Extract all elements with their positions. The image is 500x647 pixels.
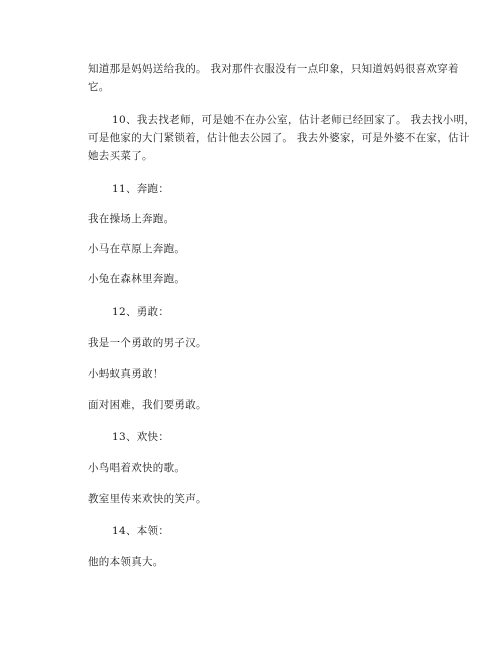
- paragraph-9-line-2: 它。: [88, 81, 110, 93]
- item-11-sentence-1: 我在操场上奔跑。: [88, 213, 175, 225]
- paragraph-10-line-1: 10、我去找老师，可是她不在办公室，估计老师已经回家了。 我去找小明，: [112, 114, 476, 126]
- paragraph-10-line-2: 可是他家的大门紧锁着，估计他去公园了。 我去外婆家，可是外婆不在家，估计: [88, 132, 470, 144]
- item-11-sentence-3: 小兔在森林里奔跑。: [88, 273, 186, 285]
- paragraph-9-line-1: 知道那是妈妈送给我的。 我对那件衣服没有一点印象，只知道妈妈很喜欢穿着: [88, 63, 459, 75]
- item-12-sentence-3: 面对困难，我们要勇敢。: [88, 399, 207, 411]
- item-14-sentence-1: 他的本领真大。: [88, 556, 164, 568]
- item-12-heading: 12、勇敢：: [112, 306, 170, 318]
- item-14-heading: 14、本领：: [112, 525, 170, 537]
- item-13-sentence-1: 小鸟唱着欢快的歌。: [88, 462, 186, 474]
- paragraph-10-line-3: 她去买菜了。: [88, 150, 153, 162]
- item-12-sentence-2: 小蚂蚁真勇敢！: [88, 368, 164, 380]
- item-11-sentence-2: 小马在草原上奔跑。: [88, 243, 186, 255]
- item-12-sentence-1: 我是一个勇敢的男子汉。: [88, 337, 207, 349]
- item-13-heading: 13、欢快：: [112, 431, 170, 443]
- item-11-heading: 11、奔跑：: [112, 183, 170, 195]
- item-13-sentence-2: 教室里传来欢快的笑声。: [88, 493, 207, 505]
